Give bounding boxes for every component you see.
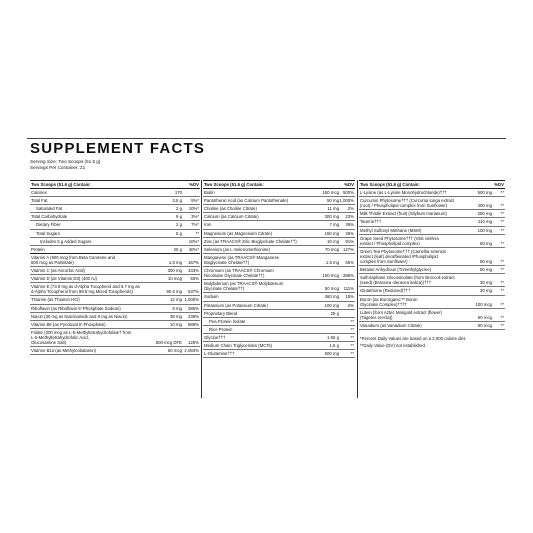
nutrient-row	[203, 221, 355, 229]
nutrient-name: Pea Protein Isolate	[209, 318, 246, 324]
nutrient-name: Total Sugars	[36, 230, 60, 236]
nutrient-name: Thiamin (as Thiamin HCl)	[31, 297, 80, 303]
nutrient-dv: **	[500, 301, 504, 307]
nutrient-amount: 80.6 mg	[166, 289, 182, 295]
nutrient-row	[30, 347, 200, 355]
column-header	[203, 180, 355, 189]
nutrient-name: Calcium (as Calcium Citrate)	[204, 214, 259, 220]
column-divider	[357, 180, 358, 398]
nutrient-row	[30, 205, 200, 213]
nutrient-dv: 2%	[347, 302, 354, 308]
nutrient-amount: 150 mg	[324, 230, 339, 236]
nutrient-amount: 500 mg	[324, 351, 339, 357]
nutrient-dv: 2,083%	[184, 348, 199, 354]
nutrient-amount: 50 mcg	[477, 322, 492, 328]
nutrient-amount: 9 g	[176, 214, 182, 220]
nutrient-name: Calories	[31, 190, 47, 196]
top-rule	[27, 138, 506, 139]
nutrient-amount: 50 mcg	[324, 286, 339, 292]
nutrient-row	[359, 218, 505, 226]
nutrient-row	[359, 266, 505, 274]
nutrient-amount: 11 mg	[327, 206, 339, 212]
nutrient-dv: 36%	[345, 230, 354, 236]
nutrient-amount: 5 g	[176, 230, 182, 236]
nutrient-dv: **	[350, 326, 354, 332]
nutrient-dv: 167%	[188, 259, 199, 265]
nutrient-row	[359, 322, 505, 330]
nutrient-name: Zinc (as TRAACS® Zinc Bisglycinate Chelate††)	[204, 238, 297, 244]
nutrient-dv: 65%	[345, 259, 354, 265]
nutrient-row	[359, 274, 505, 287]
nutrient-row	[203, 280, 355, 293]
nutrient-row	[359, 227, 505, 235]
supplement-facts-panel	[27, 138, 506, 398]
column-header-label: Two Scoops (51.6 g) Contain:	[204, 182, 264, 187]
nutrient-row	[203, 197, 355, 205]
nutrient-amount: 20 g	[173, 246, 182, 252]
nutrient-amount: 38 mg	[170, 313, 182, 319]
nutrient-name: Vitamin C (as Ascorbic Acid)	[31, 268, 85, 274]
nutrient-row	[30, 230, 200, 238]
nutrient-dv: 39%	[345, 222, 354, 228]
nutrient-dv: 5%*	[191, 198, 199, 204]
nutrient-dv: **	[195, 230, 199, 236]
nutrient-row	[359, 197, 505, 210]
nutrient-row	[203, 267, 355, 280]
nutrient-dv: 91%	[345, 238, 354, 244]
nutrient-dv: 127%	[343, 246, 354, 252]
nutrient-row	[30, 238, 200, 246]
nutrient-amount: 50 mg	[480, 240, 492, 246]
nutrient-name: Green Tea Phytosome††† (Camellia sinensis extract (leaf) decaffeinated /Phospholipid complex from Sunflower)	[360, 248, 446, 265]
nutrient-name: Pantothenic Acid (as Calcium Pantothenate)	[204, 198, 289, 204]
column-header-label: Two Scoops (51.6 g) Contain:	[360, 182, 420, 187]
nutrient-dv: 40%*	[188, 246, 199, 252]
nutrient-dv: 10%*	[188, 206, 199, 212]
nutrient-row	[203, 246, 355, 254]
nutrient-amount: 30 mg	[480, 288, 492, 294]
nutrient-dv: 385%	[188, 305, 199, 311]
nutrient-dv: **	[500, 203, 504, 209]
nutrient-dv: **	[500, 259, 504, 265]
nutrient-amount: 70 mcg	[324, 246, 339, 252]
nutrient-amount: 250 mg	[477, 211, 492, 217]
nutrient-dv: 286%	[343, 273, 354, 279]
nutrient-amount: 10 mcg	[167, 276, 182, 282]
nutrient-dv: **	[500, 267, 504, 273]
nutrient-row	[30, 283, 200, 296]
nutrient-row	[30, 246, 200, 254]
nutrient-amount: 360 mg	[324, 294, 339, 300]
nutrient-dv: **	[500, 314, 504, 320]
nutrient-amount: 300 mg	[324, 214, 339, 220]
nutrient-name: Molybdenum (as TRAACS® Molybdenum Glycinate Chelate††)	[204, 281, 284, 292]
nutrient-dv: 500%	[343, 190, 354, 196]
nutrient-amount: 50 mcg	[167, 348, 182, 354]
nutrient-row	[30, 267, 200, 275]
nutrient-name: Protein	[31, 246, 45, 252]
nutrient-name: Vitamin A (900 mcg from Beta Carotene and 600 mcg as Palmitate)	[31, 254, 115, 265]
column-header	[359, 180, 505, 189]
nutrient-dv: 7%*	[191, 222, 199, 228]
nutrient-name: Sodium	[204, 294, 219, 300]
nutrient-row	[203, 318, 355, 326]
nutrient-name: Potassium (as Potassium Citrate)	[204, 302, 268, 308]
nutrient-dv: **	[500, 211, 504, 217]
nutrient-name: Rice Protein	[209, 326, 233, 332]
nutrient-amount: 500 mcg DFE	[155, 339, 182, 345]
nutrient-dv: 1,000%	[184, 297, 199, 303]
nutrient-name: Chromium (as TRAACS® Chromium Nicotinate Glycinate Chelate††)	[204, 268, 274, 279]
nutrient-row	[359, 189, 505, 197]
nutrient-row	[30, 305, 200, 313]
nutrient-row	[203, 254, 355, 267]
nutrient-amount: 300 mg	[167, 268, 182, 274]
nutrient-name: Riboflavin (as Riboflavin 5'-Phosphate Sodium)	[31, 305, 121, 311]
column-header-label: Two Scoops (51.6 g) Contain:	[31, 182, 91, 187]
nutrient-dv: 50%	[190, 276, 199, 282]
column-header	[30, 180, 200, 189]
nutrient-amount: 2 g	[176, 222, 182, 228]
nutrient-row	[30, 189, 200, 197]
nutrient-dv: **	[500, 240, 504, 246]
nutrient-dv: 111%	[343, 286, 354, 292]
nutrient-amount: 10 mg	[170, 321, 182, 327]
nutrient-dv: 537%	[188, 289, 199, 295]
nutrient-dv: 1,000%	[339, 198, 354, 204]
nutrient-amount: 25 g	[330, 310, 339, 316]
nutrient-dv: **	[500, 227, 504, 233]
nutrient-amount: 1.5 mg	[168, 259, 182, 265]
nutrient-amount: 170	[174, 190, 182, 196]
nutrient-amount: 1.5 g	[329, 342, 339, 348]
nutrient-dv: 238%	[188, 313, 199, 319]
nutrient-amount: 1.65 g	[327, 334, 339, 340]
nutrient-amount: 30 mg	[480, 280, 492, 286]
nutrient-row	[359, 287, 505, 295]
nutrient-row	[30, 213, 200, 221]
nutrient-row	[203, 350, 355, 358]
nutrient-name: Glycine†††	[204, 334, 226, 340]
nutrient-dv: **	[500, 288, 504, 294]
nutrient-amount: 12 mg	[170, 297, 182, 303]
footnote: *Percent Daily Values are based on a 2,000 calorie diet.	[360, 335, 467, 341]
nutrient-row	[203, 238, 355, 246]
nutrient-amount: 100 mcg	[475, 301, 492, 307]
nutrient-name: Manganese (as TRAACS® Manganese Bisglycinate Chelate††)	[204, 254, 279, 265]
nutrient-row	[203, 310, 355, 318]
nutrient-name: Milk Thistle Extract (fruit) (Silybum marianum)	[360, 211, 447, 217]
panel-title: SUPPLEMENT FACTS	[30, 140, 206, 157]
nutrient-row	[30, 313, 200, 321]
nutrient-name: L-Glutamine†††	[204, 351, 235, 357]
nutrient-row	[30, 329, 200, 347]
nutrient-name: Methyl Sulfonyl Methane (MSM)	[360, 227, 422, 233]
nutrient-name: Medium Chain Triglycerides (MCTs)	[204, 342, 273, 348]
nutrient-name: Magnesium (as Magnesium Citrate)	[204, 230, 273, 236]
serving-info	[30, 159, 100, 170]
nutrient-amount: 400 mg	[477, 203, 492, 209]
nutrient-dv: 333%	[188, 268, 199, 274]
nutrient-amount: 100 mg	[477, 227, 492, 233]
nutrient-row	[30, 275, 200, 283]
nutrient-amount: 500 mg	[477, 190, 492, 196]
nutrient-row	[359, 235, 505, 248]
nutrient-row	[30, 296, 200, 304]
nutrient-name: Proprietary Blend	[204, 310, 238, 316]
nutrient-amount: 2 g	[176, 206, 182, 212]
nutrient-amount: 5 mg	[172, 305, 182, 311]
nutrient-row	[203, 230, 355, 238]
nutrient-name: Vitamin E (73.9 mg as d-Alpha Tocopherol and 6.7 mg as d-Alpha Tocopherol from 98.5 mg Mixed Tocopherols)	[31, 284, 140, 295]
column-header-dv: %DV	[494, 182, 504, 187]
column-divider	[201, 180, 202, 398]
nutrient-dv: **	[350, 342, 354, 348]
nutrient-name: Sulforaphane Glucosinolate (from Broccoli extract (seed) (Brassica oleracea italica))†††	[360, 275, 455, 286]
nutrient-row	[30, 221, 200, 229]
nutrient-name: Glutathione (Reduced)†††	[360, 288, 411, 294]
nutrient-name: Selenium (as L-Selenomethionine)	[204, 246, 270, 252]
nutrient-name: Grape Seed Phytosome††† (Vitis vinifera extract / Phospholipid complex)	[360, 235, 439, 246]
nutrient-name: Folate (300 mcg as L-5-Methyltetrahydrofolate† from L-5-Methyltetrahydrofolic Acid, Glucosamine Salt)	[31, 329, 132, 345]
nutrient-name: Lutein (from Aztec Marigold extract (flower) (Tagetes erecta))	[360, 309, 442, 320]
nutrient-row	[203, 334, 355, 342]
column-header-dv: %DV	[344, 182, 354, 187]
nutrient-amount: 3.5 g	[172, 198, 182, 204]
nutrient-row	[30, 197, 200, 205]
facts-column-1	[30, 180, 200, 355]
nutrient-amount: 60 mcg	[477, 314, 492, 320]
facts-column-3	[359, 180, 505, 349]
nutrient-row	[359, 210, 505, 218]
nutrient-dv: **	[350, 318, 354, 324]
nutrient-row	[30, 321, 200, 329]
nutrient-name: L-Lysine (as L-Lysine Monohydrochloride)†††	[360, 190, 447, 196]
nutrient-row	[203, 189, 355, 197]
nutrient-dv: **	[350, 334, 354, 340]
nutrient-amount: 50 mg	[480, 267, 492, 273]
nutrient-amount: 100 mg	[324, 302, 339, 308]
footnote: **Daily Value (DV) not established.	[360, 343, 427, 349]
nutrient-name: Niacin (30 mg as Niacinamide and 8 mg as Niacin)	[31, 313, 128, 319]
nutrient-name: Taurine†††	[360, 219, 382, 225]
serving-size: Serving Size: Two Scoops (51.6 g)	[30, 159, 101, 164]
nutrient-amount: 50 mg	[327, 198, 339, 204]
nutrient-dv: 3%*	[191, 214, 199, 220]
nutrient-row	[203, 342, 355, 350]
nutrient-dv: 23%	[345, 214, 354, 220]
nutrient-dv: **	[500, 190, 504, 196]
nutrient-name: Choline (as Choline Citrate)	[204, 206, 257, 212]
nutrient-name: Total Fat	[31, 198, 48, 204]
nutrient-amount: 50 mg	[480, 259, 492, 265]
nutrient-dv: **	[350, 351, 354, 357]
nutrient-name: Vitamin D (as Vitamin D3) (400 IU)	[31, 276, 97, 282]
nutrient-name: Iron	[204, 222, 212, 228]
nutrient-amount: 150 mcg	[322, 190, 339, 196]
nutrient-dv: **	[500, 322, 504, 328]
nutrient-name: Includes 5 g Added Sugars	[40, 238, 92, 244]
nutrient-amount: 7 mg	[329, 222, 339, 228]
nutrient-dv: 2%	[347, 206, 354, 212]
nutrient-name: Vitamin B12 (as Methylcobalamin)	[31, 348, 97, 354]
nutrient-dv: 588%	[188, 321, 199, 327]
column-header-dv: %DV	[189, 182, 199, 187]
nutrient-row	[203, 293, 355, 301]
nutrient-name: Boron (as Bororganic™ Boron Glycinate Complex)††††	[360, 296, 418, 307]
nutrient-name: Total Carbohydrate	[31, 214, 68, 220]
nutrient-amount: 110 mg	[477, 219, 492, 225]
nutrient-name: Vitamin B6 (as Pyridoxal 5'-Phosphate)	[31, 321, 106, 327]
nutrient-dv: 125%	[188, 339, 199, 345]
nutrient-row	[30, 254, 200, 267]
nutrient-row	[203, 213, 355, 221]
nutrient-dv: 10%*	[188, 238, 199, 244]
nutrient-amount: 10 mg	[327, 238, 339, 244]
nutrient-dv: **	[500, 280, 504, 286]
nutrient-amount: 1.5 mg	[325, 259, 339, 265]
nutrient-name: Dietary Fiber	[36, 222, 61, 228]
nutrient-row	[203, 326, 355, 334]
facts-column-2	[203, 180, 355, 358]
nutrient-amount: 100 mcg	[322, 273, 339, 279]
nutrient-name: Vanadium (as Vanadium Citrate)	[360, 322, 422, 328]
nutrient-row	[203, 302, 355, 310]
nutrient-row	[359, 309, 505, 322]
nutrient-row	[359, 296, 505, 309]
nutrient-name: Biotin	[204, 190, 215, 196]
nutrient-row	[203, 205, 355, 213]
nutrient-name: Betaine Anhydrous (Trimethylglycine)	[360, 267, 432, 273]
servings-per-container: Servings Per Container: 21	[30, 164, 86, 170]
nutrient-dv: 15%	[345, 294, 354, 300]
nutrient-row	[359, 248, 505, 266]
nutrient-name: Saturated Fat	[36, 206, 63, 212]
nutrient-name: Curcumin Phytosome††† (Curcuma longa extract (root) / Phospholipid complex from Sunflower)	[360, 198, 455, 209]
nutrient-dv: **	[500, 219, 504, 225]
